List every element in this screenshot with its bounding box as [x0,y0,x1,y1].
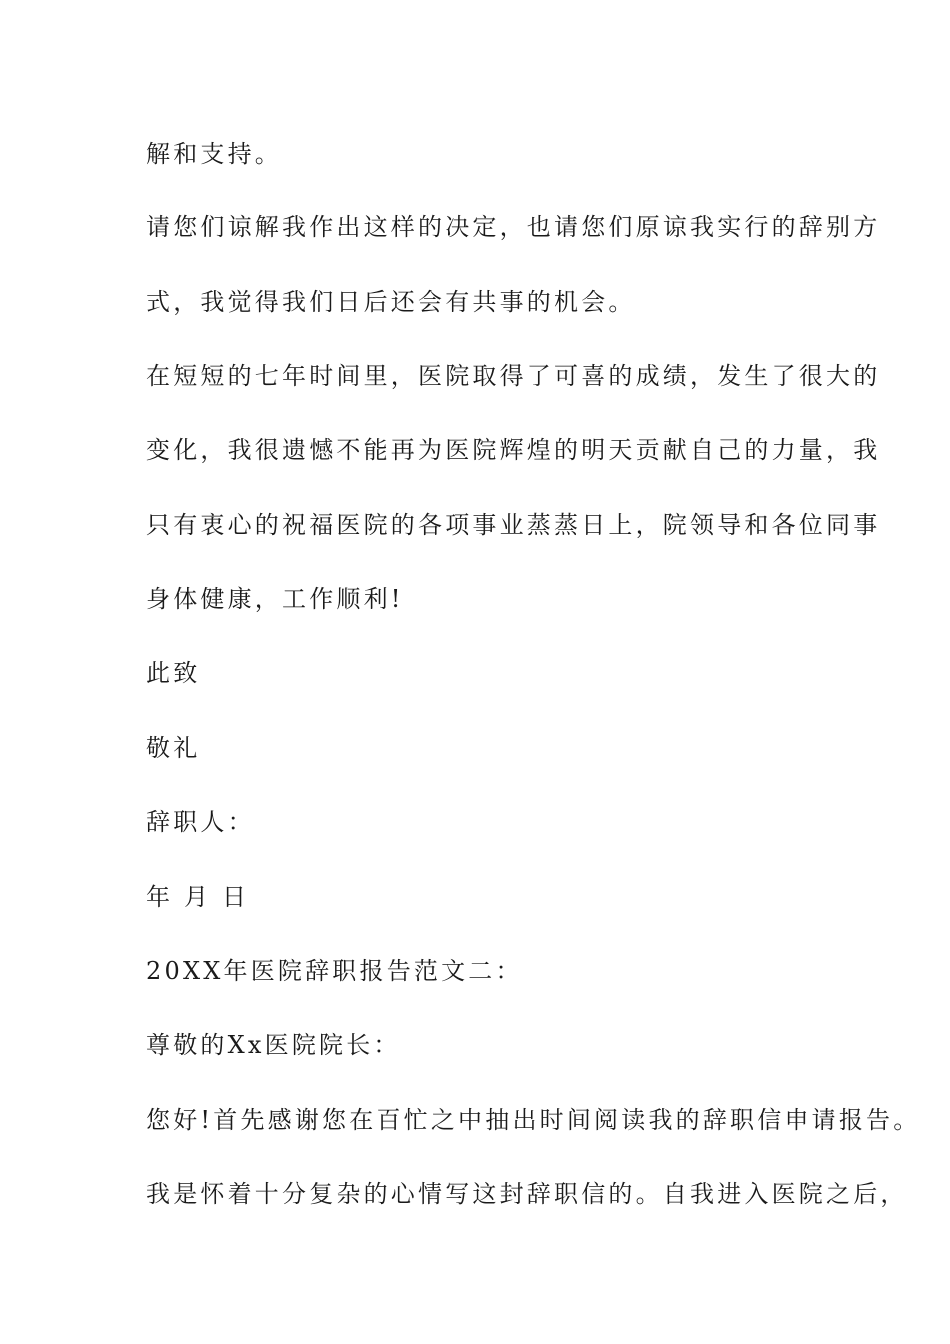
text-line: 我是怀着十分复杂的心情写这封辞职信的。自我进入医院之后， [146,1180,908,1208]
text-line: 解和支持。 [146,140,282,168]
text-line: 式，我觉得我们日后还会有共事的机会。 [146,288,636,316]
date-line: 年 月 日 [146,883,250,911]
salutation-regards: 敬礼 [146,734,201,762]
text-line: 请您们谅解我作出这样的决定，也请您们原谅我实行的辞别方 [146,213,881,241]
salutation-closing: 此致 [146,659,201,687]
text-line: 身体健康，工作顺利! [146,585,404,613]
section-heading: 20XX年医院辞职报告范文二： [146,957,523,985]
greeting-line: 尊敬的Xx医院院长： [146,1031,401,1059]
signature-label: 辞职人： [146,808,255,836]
text-line: 您好!首先感谢您在百忙之中抽出时间阅读我的辞职信申请报告。 [146,1106,921,1134]
text-line: 在短短的七年时间里，医院取得了可喜的成绩，发生了很大的 [146,362,881,390]
text-line: 变化，我很遗憾不能再为医院辉煌的明天贡献自己的力量，我 [146,436,881,464]
text-line: 只有衷心的祝福医院的各项事业蒸蒸日上，院领导和各位同事 [146,511,881,539]
